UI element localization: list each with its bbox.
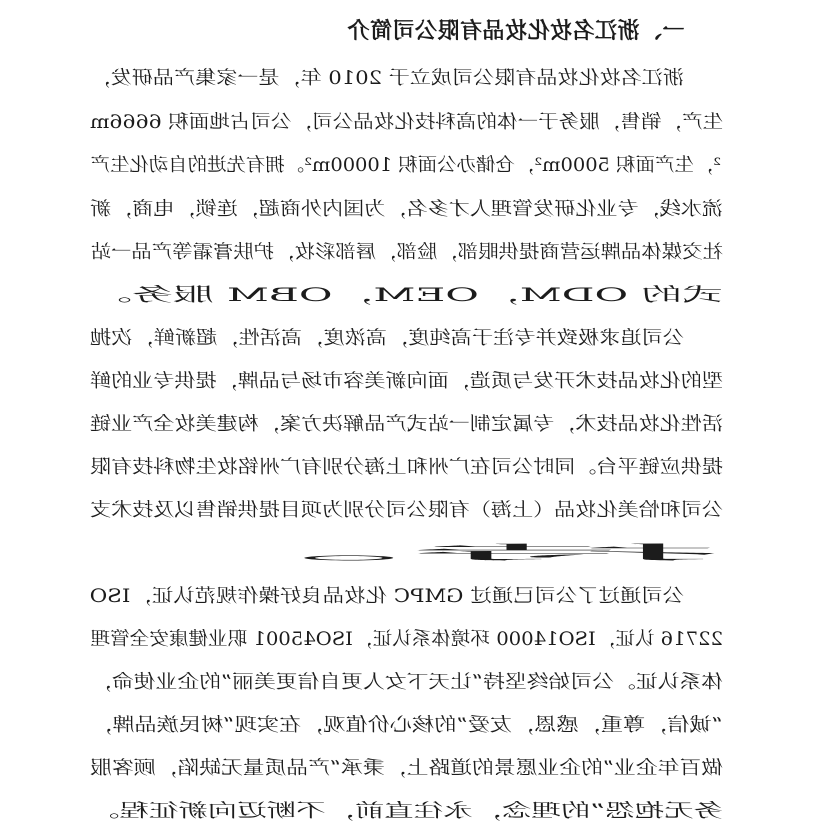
text-line: 流水线，专业化研发管理人才多名，为国内外商超，连锁，电商，新 <box>89 199 723 220</box>
text-line: ²，生产面积 5000m²，仓储办公面积 10000m²。拥有先进的自动化生产 <box>90 155 721 176</box>
text-line: 体系认证。公司始终坚持“让天下女人更自信更美丽”的企业使命， <box>90 672 723 693</box>
text-line: 22716 认证，ISO14000 环境体系认证，ISO45001 职业健康安全管理 <box>90 629 723 650</box>
text-line: 务无抱怨”的理念，永往直前，不断迈向新征程。 <box>90 801 723 822</box>
text-line: 做百年企业”的企业愿景的道路上，秉承“产品质量无缺陷，顾客服 <box>90 758 723 779</box>
text-line: 社交媒体品牌运营商提供眼部，脸部，唇部彩妆，护肤膏霜等产品一站 <box>90 242 723 263</box>
text-line: 公司通过了公司已通过 GMPC 化妆品良好操作规范认证，ISO <box>89 586 684 607</box>
text-line: 持。 <box>89 543 723 564</box>
text-line: 浙江名妆化妆品有限公司成立于 2010 年，是一家集产品研发， <box>89 68 684 89</box>
text-line: “诚信，尊重，感恩，友爱”的核心价值观，在实现“树民族品牌， <box>90 715 723 736</box>
text-line: 提供应链平台。同时公司在广州和上海分别有广州铭妆生物科技有限 <box>89 457 723 478</box>
text-line: 公司追求极致并专注于高纯度，高浓度，高活性，超新鲜，次抛 <box>89 328 684 349</box>
text-line: 公司和恰美化妆品（上海）有限公司分别为项目提供销售以及技术支 <box>89 500 723 521</box>
section-heading: 一、浙江名妆化妆品有限公司简介 <box>347 18 685 44</box>
text-line: 生产，销售，服务于一体的高科技化妆品公司，公司占地面积 6666m <box>89 112 723 133</box>
text-line: 活性化妆品技术，专属定制一站式产品解决方案，构建美妆全产业链 <box>89 414 723 435</box>
text-line: 式的 ODM，OEM，OBM 服务。 <box>91 285 723 306</box>
text-line: 型的化妆品技术开发与质造，面向新美容市场与品牌，提供专业的鲜 <box>89 371 723 392</box>
